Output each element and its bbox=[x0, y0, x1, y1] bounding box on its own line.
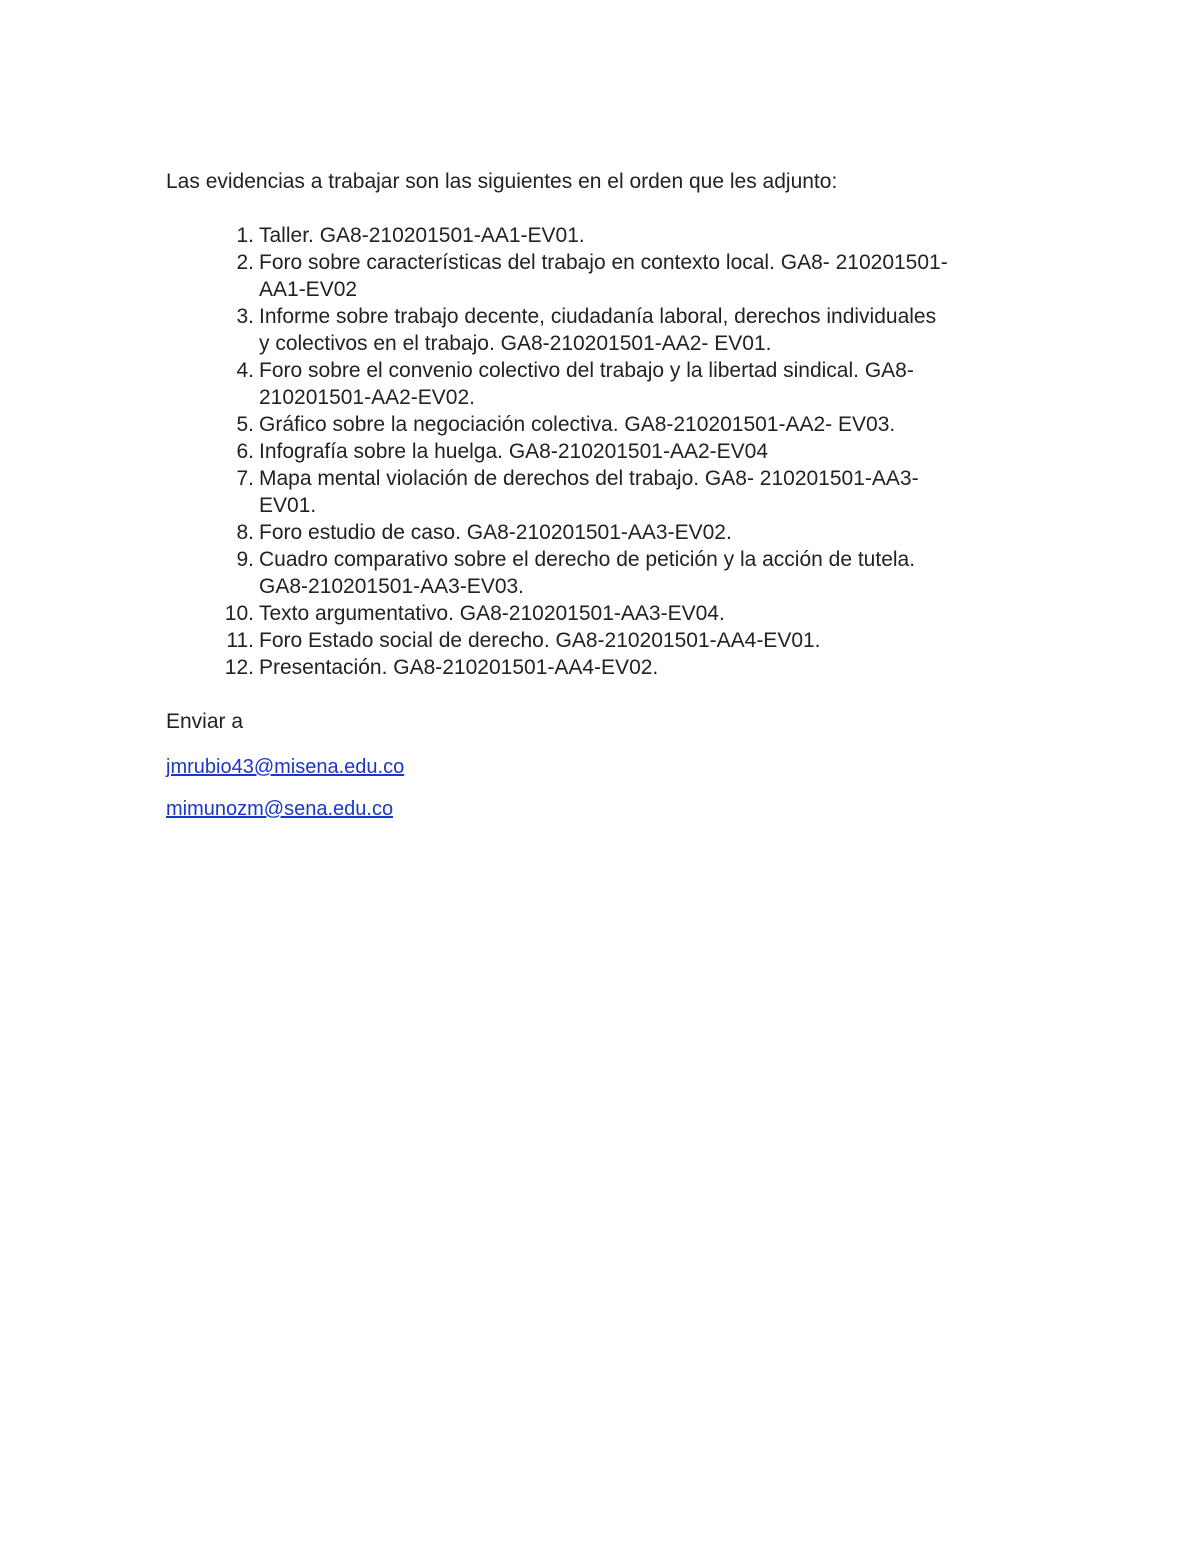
list-item bbox=[0, 411, 1200, 438]
list-item-text: Cuadro comparativo sobre el derecho de petición y la acción de tutela. GA8-210201501-AA3-EV03. bbox=[259, 548, 916, 598]
list-item bbox=[0, 222, 1200, 249]
list-item-number: 2. bbox=[236, 251, 254, 274]
list-item bbox=[0, 438, 1200, 465]
list-item-text: Texto argumentativo. GA8-210201501-AA3-EV04. bbox=[259, 602, 725, 625]
list-item-text: Infografía sobre la huelga. GA8-210201501-AA2-EV04 bbox=[259, 440, 769, 463]
list-item bbox=[0, 654, 1200, 681]
list-item-text: Foro sobre características del trabajo en contexto local. GA8- 210201501- AA1-EV02 bbox=[259, 251, 948, 301]
list-item-number: 9. bbox=[236, 548, 254, 571]
list-item bbox=[0, 465, 1200, 519]
list-item-number: 7. bbox=[236, 467, 254, 490]
list-item bbox=[0, 600, 1200, 627]
email-link-mimunozm[interactable]: mimunozm@sena.edu.co bbox=[166, 798, 394, 820]
list-item-number: 10. bbox=[224, 602, 254, 625]
list-item-number: 6. bbox=[236, 440, 254, 463]
list-item bbox=[0, 249, 1200, 303]
list-item-text: Informe sobre trabajo decente, ciudadanía laboral, derechos individuales y colectivos en el trabajo. GA8-210201501-AA2- EV01. bbox=[259, 305, 937, 355]
list-item-text: Mapa mental violación de derechos del trabajo. GA8- 210201501-AA3- EV01. bbox=[259, 467, 919, 517]
intro-text: Las evidencias a trabajar son las siguientes en el orden que les adjunto: bbox=[166, 170, 838, 193]
list-item-text: Presentación. GA8-210201501-AA4-EV02. bbox=[259, 656, 659, 679]
evidence-list bbox=[0, 222, 1200, 681]
list-item-number: 1. bbox=[236, 224, 254, 247]
list-item-number: 4. bbox=[236, 359, 254, 382]
list-item-text: Foro estudio de caso. GA8-210201501-AA3-EV02. bbox=[259, 521, 732, 544]
list-item-number: 12. bbox=[224, 656, 254, 679]
list-item-number: 11. bbox=[226, 629, 254, 652]
list-item-text: Gráfico sobre la negociación colectiva. GA8-210201501-AA2- EV03. bbox=[259, 413, 896, 436]
list-item-number: 3. bbox=[236, 305, 254, 328]
list-item bbox=[0, 519, 1200, 546]
list-item-text: Foro Estado social de derecho. GA8-210201501-AA4-EV01. bbox=[259, 629, 821, 652]
list-item bbox=[0, 546, 1200, 600]
email-link-jmrubio[interactable]: jmrubio43@misena.edu.co bbox=[166, 756, 405, 778]
list-item-number: 5. bbox=[236, 413, 254, 436]
list-item bbox=[0, 627, 1200, 654]
list-item bbox=[0, 357, 1200, 411]
send-to-label: Enviar a bbox=[166, 710, 244, 733]
list-item-number: 8. bbox=[236, 521, 254, 544]
list-item bbox=[0, 303, 1200, 357]
list-item-text: Taller. GA8-210201501-AA1-EV01. bbox=[259, 224, 585, 247]
list-item-text: Foro sobre el convenio colectivo del trabajo y la libertad sindical. GA8- 210201501-AA2-EV02. bbox=[259, 359, 914, 409]
